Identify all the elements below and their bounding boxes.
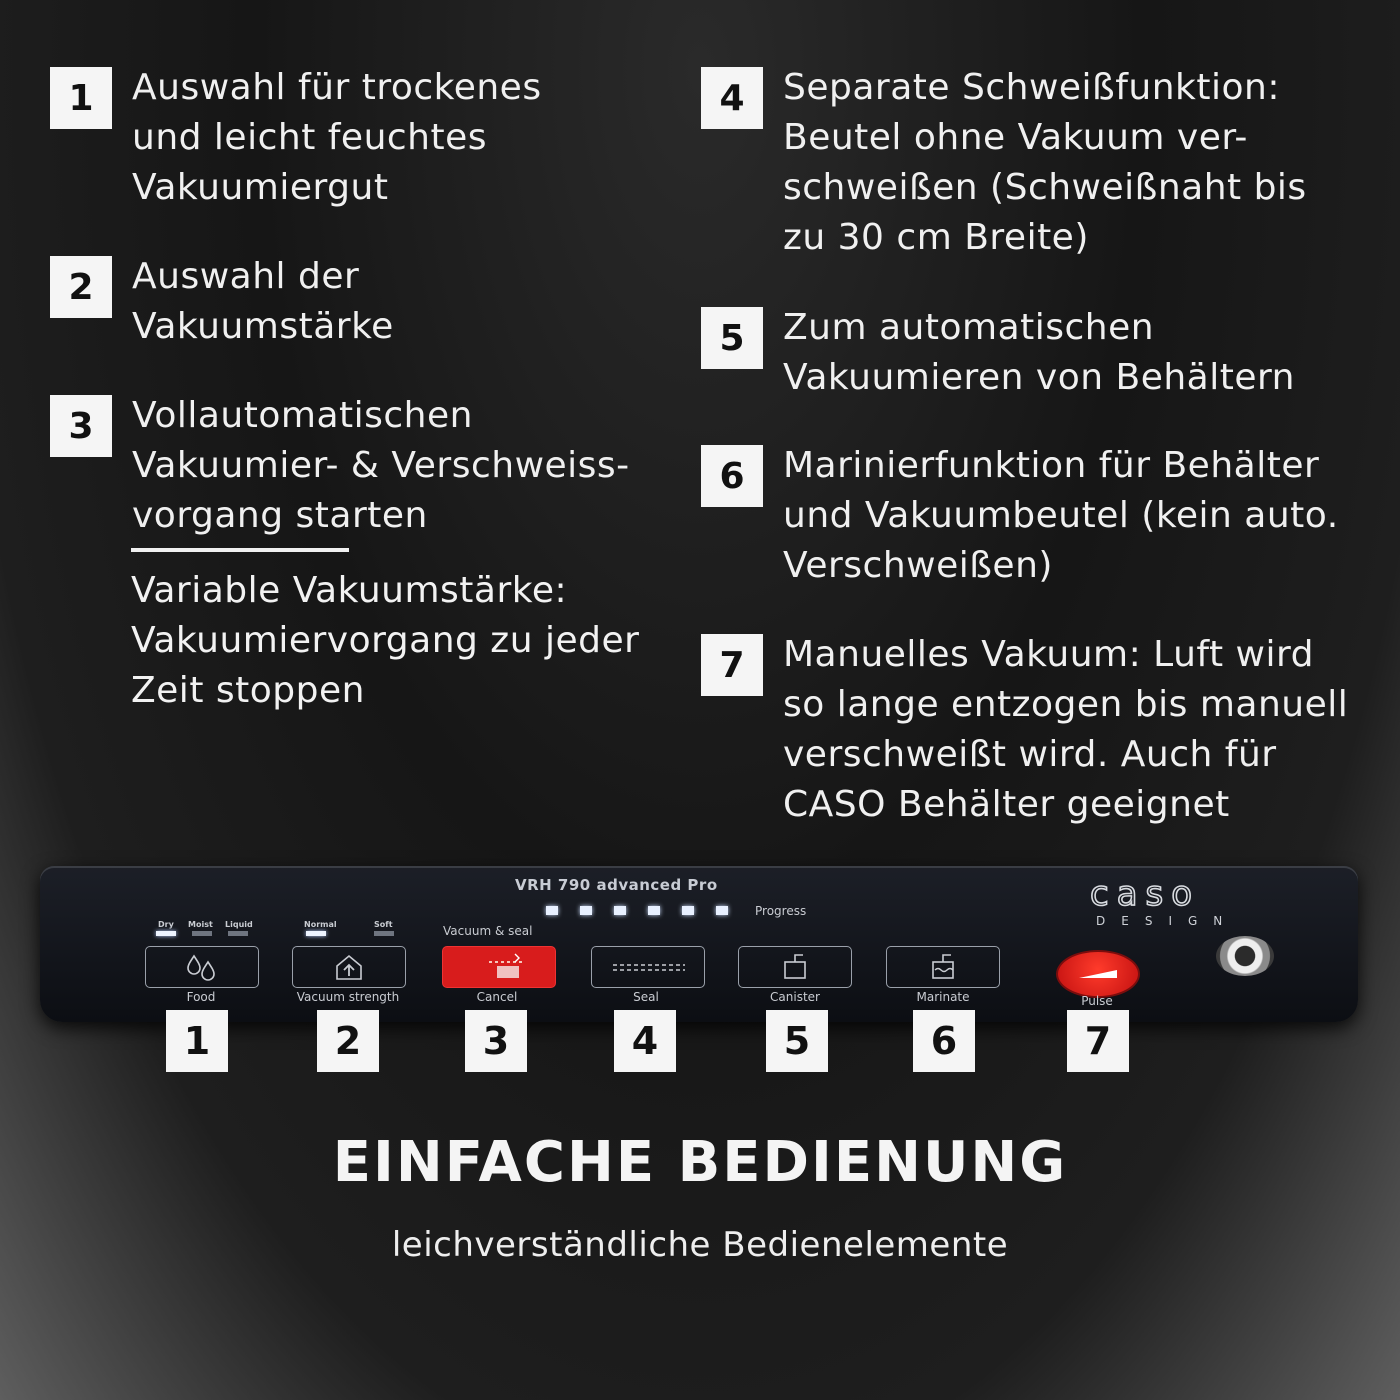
feature-number: 3 <box>50 395 112 457</box>
progress-led <box>682 906 694 915</box>
progress-label: Progress <box>755 904 807 918</box>
button-number-6: 6 <box>913 1010 975 1072</box>
button-number-3: 3 <box>465 1010 527 1072</box>
vacuum-seal-cancel-button[interactable] <box>442 946 556 988</box>
model-name: VRH 790 advanced Pro <box>515 876 718 894</box>
feature-7 <box>701 630 1348 830</box>
feature-number: 5 <box>701 307 763 369</box>
feature-text: Manuelles Vakuum: Luft wird so lange entzogen bis manuell verschweißt wird. Auch für CASO Behälter geeignet <box>783 634 1349 825</box>
led-dry <box>156 931 176 936</box>
subline: leichverständliche Bedienelemente <box>391 1225 1009 1265</box>
canister-button-label: Canister <box>770 990 820 1004</box>
pulse-button[interactable] <box>1056 950 1140 998</box>
pulse-wedge-icon <box>1073 964 1123 984</box>
headline: EINFACHE BEDIENUNG <box>332 1130 1068 1195</box>
seal-line-icon <box>603 957 693 977</box>
led-soft <box>374 931 394 936</box>
feature-text: Auswahl für trockenes und leicht feuchtes Vakuumiergut <box>132 67 542 208</box>
feature-6 <box>701 441 1339 591</box>
feature-2 <box>50 252 394 352</box>
feature-3-note: Variable Vakuumstärke: Vakuumiervorgang zu jeder Zeit stoppen <box>131 570 640 711</box>
progress-leds <box>546 906 728 915</box>
led-moist <box>192 931 212 936</box>
feature-1 <box>50 63 542 213</box>
vacuum-port-icon[interactable] <box>1216 936 1274 976</box>
droplets-icon <box>180 952 224 982</box>
canister-icon <box>775 952 815 982</box>
cancel-button-label: Cancel <box>476 990 518 1004</box>
feature-text: Auswahl der Vakuumstärke <box>132 256 394 347</box>
progress-led <box>580 906 592 915</box>
control-panel <box>40 866 1358 1022</box>
strength-soft-label: Soft <box>374 920 393 929</box>
strength-normal-label: Normal <box>304 920 337 929</box>
canister-button[interactable] <box>738 946 852 988</box>
house-arrow-icon <box>329 952 369 982</box>
feature-number: 4 <box>701 67 763 129</box>
feature-4 <box>701 63 1307 263</box>
feature-text: Marinierfunktion für Behälter und Vakuumbeutel (kein auto. Verschweißen) <box>783 445 1339 586</box>
feature-3 <box>50 391 630 541</box>
vacuum-strength-button[interactable] <box>292 946 406 988</box>
brand-logo: caso <box>1090 874 1201 914</box>
feature-text: Zum automatischen Vakuumieren von Behältern <box>783 307 1295 398</box>
vacuum-strength-button-label: Vacuum strength <box>296 990 400 1004</box>
marinate-button-label: Marinate <box>916 990 970 1004</box>
progress-led <box>614 906 626 915</box>
feature-text: Separate Schweißfunktion: Beutel ohne Vakuum ver- schweißen (Schweißnaht bis zu 30 cm Breite) <box>783 67 1307 258</box>
mode-dry-label: Dry <box>158 920 174 929</box>
vacuum-seal-icon <box>459 952 539 982</box>
progress-led <box>648 906 660 915</box>
mode-moist-label: Moist <box>188 920 213 929</box>
food-button-label: Food <box>186 990 216 1004</box>
feature-number: 1 <box>50 67 112 129</box>
button-number-2: 2 <box>317 1010 379 1072</box>
feature-number: 6 <box>701 445 763 507</box>
brand-sub: DESIGN <box>1096 914 1239 928</box>
food-button[interactable] <box>145 946 259 988</box>
button-number-7: 7 <box>1067 1010 1129 1072</box>
divider <box>131 548 349 552</box>
seal-button[interactable] <box>591 946 705 988</box>
led-liquid <box>228 931 248 936</box>
feature-text: Vollautomatischen Vakuumier- & Verschweiss- vorgang starten <box>132 395 630 536</box>
marinate-button[interactable] <box>886 946 1000 988</box>
feature-number: 7 <box>701 634 763 696</box>
button-number-1: 1 <box>166 1010 228 1072</box>
marinate-icon <box>923 952 963 982</box>
button-number-5: 5 <box>766 1010 828 1072</box>
button-number-4: 4 <box>614 1010 676 1072</box>
feature-5 <box>701 303 1295 403</box>
seal-button-label: Seal <box>633 990 659 1004</box>
mode-liquid-label: Liquid <box>225 920 253 929</box>
progress-led <box>716 906 728 915</box>
feature-number: 2 <box>50 256 112 318</box>
vacuum-seal-label: Vacuum & seal <box>443 924 533 938</box>
pulse-button-label: Pulse <box>1081 994 1113 1008</box>
progress-led <box>546 906 558 915</box>
led-normal <box>306 931 326 936</box>
